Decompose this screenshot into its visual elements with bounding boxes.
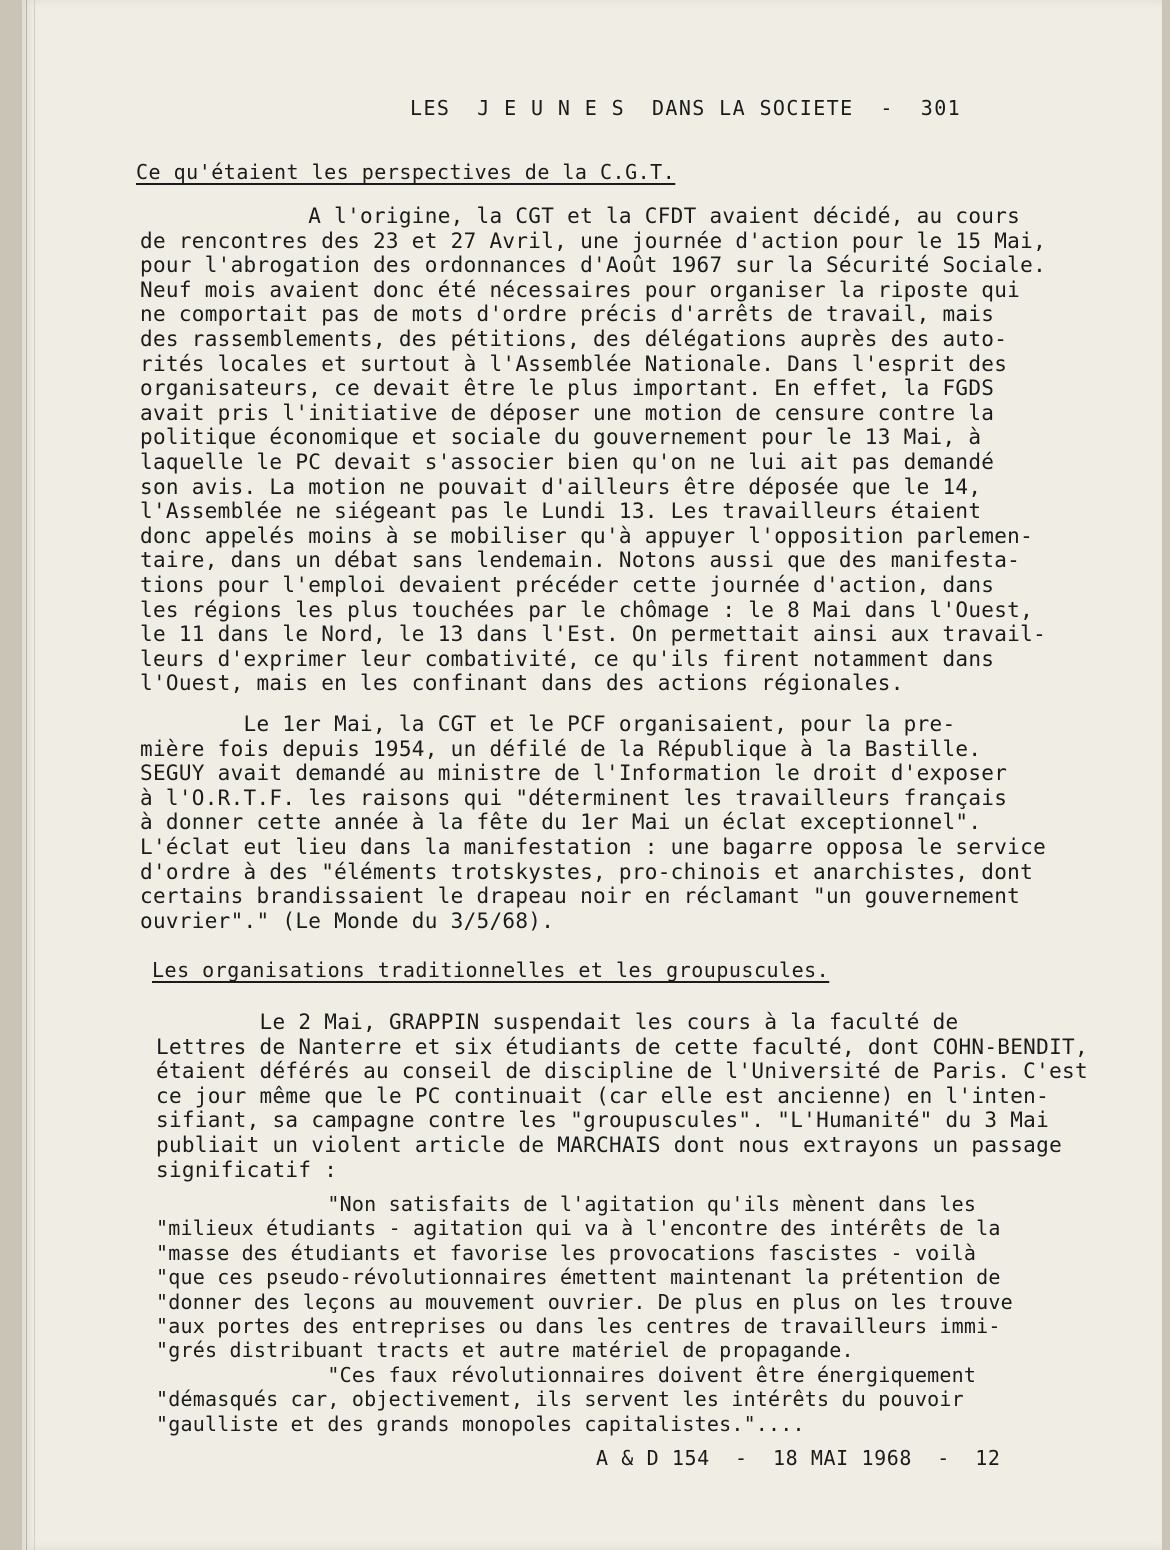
document-page <box>22 0 1162 1550</box>
paragraph-cgt-perspectives: A l'origine, la CGT et la CFDT avaient décidé, au cours de rencontres des 23 et 27 Avril, une journée d'action pour le 15 Mai, pour l'abrogation des ordonnances d'Août 1967 sur la Sécurité Sociale. Neuf mois avaient donc été nécessaires pour organiser la riposte qui ne comportait pas de mots d'ordre précis d'arrêts de travail, mais des rassemblements, des pétitions, des délégations auprès des auto- rités locales et surtout à l'Assemblée Nationale. Dans l'esprit des organisateurs, ce devait être le plus important. En effet, la FGDS avait pris l'initiative de déposer une motion de censure contre la politique économique et sociale du gouvernement pour le 13 Mai, à laquelle le PC devait s'associer bien qu'on ne lui ait pas demandé son avis. La motion ne pouvait d'ailleurs être déposée que le 14, l'Assemblée ne siégeant pas le Lundi 13. Les travailleurs étaient donc appelés moins à se mobiliser qu'à appuyer l'opposition parlemen- taire, dans un débat sans lendemain. Notons aussi que des manifesta- tions pour l'emploi devaient précéder cette journée d'action, dans les régions les plus touchées par le chômage : le 8 Mai dans l'Ouest, le 11 dans le Nord, le 13 dans l'Est. On permettait ainsi aux travail- leurs d'exprimer leur combativité, ce qu'ils firent notamment dans l'Ouest, mais en les confinant dans des actions régionales. <box>140 204 1047 696</box>
section-heading-cgt: Ce qu'étaient les perspectives de la C.G.T. <box>136 160 676 184</box>
paragraph-premier-mai: Le 1er Mai, la CGT et le PCF organisaient, pour la pre- mière fois depuis 1954, un défilé de la République à la Bastille. SEGUY avait demandé au ministre de l'Information le droit d'exposer à l'O.R.T.F. les raisons qui "déterminent les travailleurs français à donner cette année à la fête du 1er Mai un éclat exceptionnel". L'éclat eut lieu dans la manifestation : une bagarre opposa le service d'ordre à des "éléments trotskystes, pro-chinois et anarchistes, dont certains brandissaient le drapeau noir en réclamant "un gouvernement ouvrier"." (Le Monde du 3/5/68). <box>140 712 1047 933</box>
running-title: LES J E U N E S DANS LA SOCIETE - 301 <box>410 96 962 120</box>
paragraph-groupuscules: Le 2 Mai, GRAPPIN suspendait les cours à la faculté de Lettres de Nanterre et six étudiants de cette faculté, dont COHN-BENDIT, étaient déférés au conseil de discipline de l'Université de Paris. C'est ce jour même que le PC continuait (car elle est ancienne) en l'inten- sifiant, sa campagne contre les "groupuscules". "L'Humanité" du 3 Mai publiait un violent article de MARCHAIS dont nous extrayons un passage significatif : <box>156 1010 1088 1182</box>
page-edge-shadow <box>26 0 27 1550</box>
section-heading-organisations: Les organisations traditionnelles et les groupuscules. <box>152 958 830 982</box>
quotation-marchais: "Non satisfaits de l'agitation qu'ils mènent dans les "milieux étudiants - agitation qui va à l'encontre des intérêts de la "masse des étudiants et favorise les provocations fascistes - voilà "que ces pseudo-révolutionnaires émettent maintenant la prétention de "donner des leçons au mouvement ouvrier. De plus en plus on les trouve "aux portes des entreprises ou dans les centres de travailleurs immi- "grés distribuant tracts et autre matériel de propagande. "Ces faux révolutionnaires doivent être énergiquement "démasqués car, objectivement, ils servent les intérêts du pouvoir "gaulliste et des grands monopoles capitalistes.".... <box>156 1192 1013 1436</box>
page-edge-shadow <box>34 0 35 1550</box>
footer-publication-line: A & D 154 - 18 MAI 1968 - 12 <box>596 1446 1001 1470</box>
